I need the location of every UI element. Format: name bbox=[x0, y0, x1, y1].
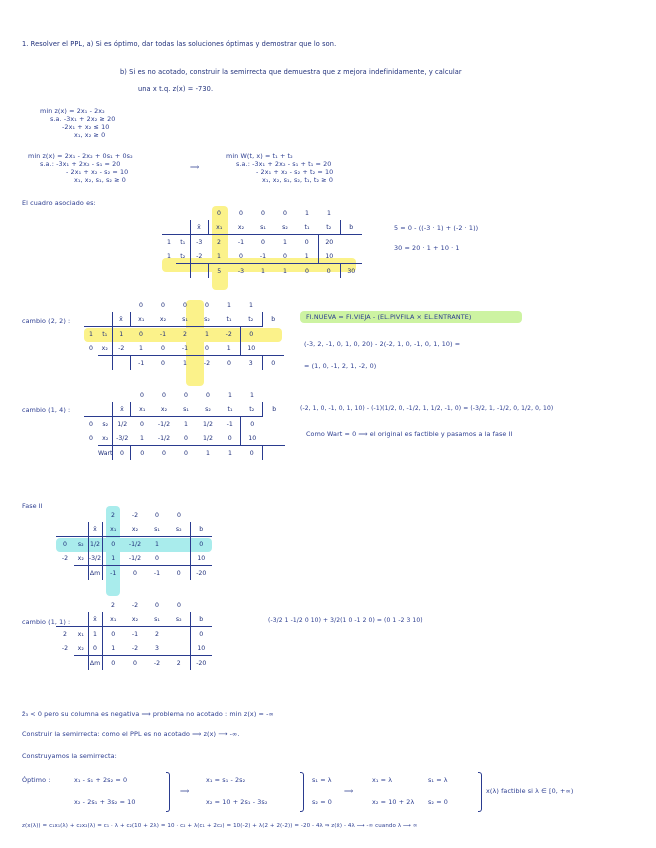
cost-t2: 1 bbox=[249, 301, 253, 309]
cost-s1: 0 bbox=[261, 209, 265, 217]
standard-constraint-2: - 2x₁ + x₂ - s₂ = 10 bbox=[66, 168, 129, 176]
row2-s2: 3 bbox=[155, 644, 159, 652]
row1-cb: 1 bbox=[162, 235, 176, 250]
tableau-2 bbox=[84, 298, 284, 370]
row2-s2: -1 bbox=[181, 344, 189, 352]
head-xbar: x̄ bbox=[190, 220, 208, 235]
x1-expression: x₁ = s₁ - 2s₂ bbox=[206, 776, 246, 784]
head-s2: s₂ bbox=[204, 315, 210, 323]
z-t1: 0 bbox=[218, 356, 240, 371]
row1-b: 20 bbox=[318, 235, 340, 250]
head-s1: s₁ bbox=[182, 315, 188, 323]
cost-s1: 0 bbox=[184, 391, 188, 399]
cost-x2: 0 bbox=[239, 209, 243, 217]
cost-b bbox=[262, 298, 284, 312]
row1-b: 0 bbox=[241, 417, 263, 432]
z-s1: 1 bbox=[252, 264, 274, 279]
head-xbar: x̄ bbox=[113, 402, 131, 417]
row2-t1: 0 bbox=[205, 344, 209, 352]
phase-conclusion: Como Wart = 0 ⟹ el original es factible y pasamos a la fase II bbox=[306, 430, 513, 438]
z-x1: 0 bbox=[102, 656, 124, 671]
head-s2: s₂ bbox=[282, 223, 288, 231]
row-update-rule: FI.NUEVA = FI.VIEJA - (EL.PIVFILA × EL.ENTRANTE) bbox=[306, 313, 472, 321]
head-xbar: x̄ bbox=[88, 522, 102, 537]
row1-s2: 1 bbox=[146, 537, 168, 552]
row1-x1: 1 bbox=[112, 327, 130, 342]
exercise-statement-line-2: b) Si es no acotado, construir la semirrecta que demuestra que z mejora indefinidamente, y calcular bbox=[120, 68, 462, 76]
row2-basis: t₂ bbox=[176, 249, 190, 264]
row2-b: 10 bbox=[325, 252, 334, 260]
implies-arrow-1: ⟹ bbox=[180, 787, 190, 795]
row2-cb: 1 bbox=[167, 252, 171, 260]
opt-eq-1: x₁ - s₁ + 2s₂ = 0 bbox=[74, 776, 128, 784]
z-t2: 0 bbox=[241, 446, 263, 461]
row1-basis: x₁ bbox=[74, 627, 88, 642]
head-b: b bbox=[199, 615, 204, 623]
row2-b: 10 bbox=[248, 434, 257, 442]
cost-s2: 0 bbox=[177, 601, 181, 609]
cost-s1: 0 bbox=[155, 511, 159, 519]
row2-t2: 0 bbox=[219, 431, 241, 446]
head-x1: x₁ bbox=[138, 315, 145, 323]
z-s1: 1 bbox=[174, 356, 196, 371]
z-t1: 0 bbox=[296, 264, 318, 279]
problem-constraint-1: s.a. -3x₁ + 2x₂ ≥ 20 bbox=[50, 115, 116, 123]
exercise-statement-line-3: una x t.q. z(x) = -730. bbox=[138, 85, 214, 93]
z-x1: 0 bbox=[131, 446, 153, 461]
row1-t2: -2 bbox=[218, 327, 240, 342]
head-x2: x₂ bbox=[159, 315, 167, 323]
row2-basis: x₂ bbox=[98, 431, 113, 446]
s2-zero-2: s₂ = 0 bbox=[428, 798, 448, 806]
fase-2-label: Fase II bbox=[22, 502, 43, 510]
head-s2: s₂ bbox=[205, 405, 211, 413]
reduced-cost-label: Δm bbox=[88, 656, 102, 671]
note-b-value: 30 = 20 · 1 + 10 · 1 bbox=[394, 244, 460, 252]
cost-s2: 0 bbox=[206, 391, 210, 399]
cuadro-label: El cuadro asociado es: bbox=[22, 199, 96, 207]
z-b: -20 bbox=[190, 566, 212, 581]
standard-nonnegativity: x₁, x₂, s₁, s₂ ≥ 0 bbox=[74, 176, 126, 184]
implies-arrow-2: ⟹ bbox=[344, 787, 354, 795]
head-s1: s₁ bbox=[154, 525, 160, 533]
head-x1: x₁ bbox=[110, 615, 117, 623]
row1-s2: 2 bbox=[174, 327, 196, 342]
head-t1: t₁ bbox=[226, 315, 232, 323]
s1-lambda: s₁ = λ bbox=[312, 776, 332, 784]
z-s2: 0 bbox=[168, 566, 190, 581]
cost-x1: 0 bbox=[140, 391, 144, 399]
row1-s2: 2 bbox=[146, 627, 168, 642]
tableau-1 bbox=[162, 206, 362, 278]
head-x2: x₂ bbox=[131, 525, 139, 533]
row1-x2: 0 bbox=[130, 327, 152, 342]
cost-b bbox=[263, 388, 285, 402]
row1-s1: -1/2 bbox=[153, 417, 175, 432]
row1-x2: 0 bbox=[102, 627, 124, 642]
cost-b bbox=[190, 508, 212, 522]
cost-x1: 0 bbox=[217, 209, 221, 217]
row2-b: 10 bbox=[247, 344, 256, 352]
head-x2: x₂ bbox=[160, 405, 168, 413]
row2-x1: -3/2 bbox=[116, 434, 129, 442]
exercise-statement-line-1: 1. Resolver el PPL, a) Si es óptimo, dar todas las soluciones óptimas y demostrar que lo son. bbox=[22, 40, 337, 48]
brace-3 bbox=[478, 772, 482, 812]
row1-basis: t₁ bbox=[98, 327, 112, 342]
row2-b: 10 bbox=[197, 554, 206, 562]
z-x1: -1 bbox=[102, 566, 124, 581]
row1-t2: 0 bbox=[296, 235, 318, 250]
head-t1: t₁ bbox=[304, 223, 310, 231]
z-xbar: 0 bbox=[113, 446, 131, 461]
x2-expression: x₂ = 10 + 2s₁ - 3s₂ bbox=[206, 798, 268, 806]
row2-cb: -2 bbox=[61, 644, 69, 652]
row1-s2: 1 bbox=[175, 417, 197, 432]
row-calc-4: (-3/2 1 -1/2 0 10) + 3/2(1 0 -1 2 0) = (0 1 -2 3 10) bbox=[268, 617, 423, 624]
z-b: 0 bbox=[262, 356, 284, 371]
cost-x1: 2 bbox=[111, 601, 115, 609]
row2-t1: 1/2 bbox=[203, 434, 213, 442]
head-s2: s₂ bbox=[168, 612, 190, 627]
row2-t1: 0 bbox=[283, 252, 287, 260]
head-s2: s₂ bbox=[168, 522, 190, 537]
row1-basis: t₁ bbox=[176, 235, 190, 250]
tableau-3 bbox=[84, 388, 285, 460]
unbounded-conclusion: z̄₃ < 0 pero su columna es negativa ⟹ problema no acotado : min z(x) = -∞ bbox=[22, 710, 274, 718]
head-x1: x₁ bbox=[110, 525, 117, 533]
note-z-value: 5 = 0 - ((-3 · 1) + (-2 · 1)) bbox=[394, 224, 479, 232]
row2-x2: 1 bbox=[139, 344, 143, 352]
row-calc-2: = (1, 0, -1, 2, 1, -2, 0) bbox=[304, 362, 377, 370]
cambio-1-4-label: cambio (1, 4) : bbox=[22, 406, 71, 414]
row1-x1: 1/2 bbox=[88, 537, 102, 552]
row2-s1: -1/2 bbox=[128, 554, 142, 562]
head-xbar: x̄ bbox=[112, 312, 130, 327]
row1-basis: s₂ bbox=[98, 417, 113, 432]
head-t2: t₂ bbox=[318, 220, 340, 235]
row2-cb: 0 bbox=[89, 434, 93, 442]
z-x2: 0 bbox=[124, 566, 146, 581]
z-s1: -1 bbox=[146, 566, 168, 581]
cambio-1-1-label: cambio (1, 1) : bbox=[22, 618, 71, 626]
artificial-constraint-1: s.a.: -3x₁ + 2x₂ - s₁ + t₁ = 20 bbox=[236, 160, 332, 168]
standard-objective: min z(x) = 2x₁ - 2x₂ + 0s₁ + 0s₂ bbox=[28, 152, 133, 160]
row1-s1: -1 bbox=[124, 627, 146, 642]
z-b: -20 bbox=[190, 656, 212, 671]
head-b: b bbox=[271, 315, 276, 323]
row2-s1: -2 bbox=[131, 644, 139, 652]
head-xbar: x̄ bbox=[88, 612, 102, 627]
z-s1: -2 bbox=[146, 656, 168, 671]
z-x1: -1 bbox=[130, 356, 152, 371]
row1-x1: 1 bbox=[88, 627, 102, 642]
problem-objective: min z(x) = 2x₁ - 2x₂ bbox=[40, 107, 105, 115]
z-t2: 0 bbox=[318, 264, 340, 279]
head-b: b bbox=[199, 525, 204, 533]
cambio-2-2-label: cambio (2, 2) : bbox=[22, 317, 71, 325]
row1-s1: -1/2 bbox=[124, 537, 146, 552]
z-x2: 0 bbox=[152, 356, 174, 371]
row1-b: 0 bbox=[190, 537, 212, 552]
z-b: 30 bbox=[340, 264, 362, 279]
cost-s1: 0 bbox=[155, 601, 159, 609]
row2-x2: 1 bbox=[140, 434, 144, 442]
row2-basis: x₂ bbox=[74, 641, 88, 656]
cost-x1: 2 bbox=[111, 511, 115, 519]
cost-t1: 1 bbox=[227, 301, 231, 309]
row1-x2: 0 bbox=[131, 417, 153, 432]
row2-t2: 1 bbox=[218, 341, 240, 356]
row1-cb: 2 bbox=[56, 627, 74, 642]
head-s1: s₁ bbox=[154, 615, 160, 623]
cost-x2: -2 bbox=[131, 511, 139, 519]
row2-x2: 1 bbox=[111, 644, 116, 652]
row1-t1: 1 bbox=[274, 235, 296, 250]
row2-x2: 1 bbox=[111, 554, 116, 562]
problem-nonnegativity: x₁, x₂ ≥ 0 bbox=[74, 131, 106, 139]
row2-s2: 0 bbox=[184, 434, 188, 442]
row1-cb: 1 bbox=[84, 327, 98, 342]
head-b: b bbox=[349, 223, 354, 231]
brace-1 bbox=[166, 772, 170, 812]
standard-constraint-1: s.a.: -3x₁ + 2x₂ - s₁ = 20 bbox=[40, 160, 121, 168]
tableau-4 bbox=[56, 598, 212, 670]
z-x1: 5 bbox=[208, 264, 230, 279]
row2-x1: 0 bbox=[88, 641, 102, 656]
cost-x2: 0 bbox=[161, 301, 165, 309]
row1-s1: -1 bbox=[230, 235, 252, 250]
row2-s2: -1 bbox=[259, 252, 267, 260]
row1-b: 0 bbox=[190, 627, 212, 642]
row2-x2: 1 bbox=[217, 252, 221, 260]
row1-b: 0 bbox=[240, 327, 262, 342]
row2-basis: x₂ bbox=[98, 341, 112, 356]
row1-s1: -1 bbox=[152, 327, 174, 342]
artificial-constraint-2: - 2x₁ + x₂ - s₂ + t₂ = 10 bbox=[256, 168, 334, 176]
cost-t2: 1 bbox=[327, 209, 331, 217]
row2-s1: -1/2 bbox=[157, 434, 171, 442]
row2-basis: x₂ bbox=[74, 551, 88, 566]
opt-eq-2: x₂ - 2s₁ + 3s₂ = 10 bbox=[74, 798, 136, 806]
head-x1: x₁ bbox=[139, 405, 146, 413]
row1-cb: 0 bbox=[56, 537, 74, 552]
cost-x1: 0 bbox=[139, 301, 143, 309]
head-s1: s₁ bbox=[183, 405, 189, 413]
row2-s1: 0 bbox=[161, 344, 165, 352]
row1-cb: 0 bbox=[84, 417, 98, 432]
brace-2 bbox=[300, 772, 304, 812]
z-x2: -3 bbox=[230, 264, 252, 279]
row2-cb: 0 bbox=[89, 344, 93, 352]
row1-s2: 0 bbox=[252, 235, 274, 250]
final-objective-derivation: z(x(λ)) = c₁x₁(λ) + c₂x₂(λ) = c₁ · λ + c₂(10 + 2λ) = 10 · c₂ + λ(c₁ + 2c₂) = 10(-2) + λ(2 + 2(-2)) = -20 - 4λ ⇒ z(x̄) - 4λ ⟶ -∞ cuando λ ⟶ ∞ bbox=[22, 823, 418, 829]
row2-t2: 1 bbox=[296, 249, 318, 264]
x1-lambda: x₁ = λ bbox=[372, 776, 393, 784]
row1-x2: 2 bbox=[208, 235, 230, 250]
z-s2: 2 bbox=[168, 656, 190, 671]
row1-t1: 1/2 bbox=[197, 417, 219, 432]
head-t2: t₂ bbox=[240, 312, 262, 327]
cost-x2: 0 bbox=[162, 391, 166, 399]
row1-x1: 1/2 bbox=[113, 417, 131, 432]
head-s1: s₁ bbox=[260, 223, 266, 231]
head-x1: x₁ bbox=[216, 223, 223, 231]
row2-x1: -2 bbox=[118, 344, 125, 352]
row2-x1: -2 bbox=[196, 252, 203, 260]
row2-s1: 0 bbox=[239, 252, 243, 260]
row2-b: 10 bbox=[197, 644, 206, 652]
cost-x2: -2 bbox=[131, 601, 139, 609]
row-calc-1: (-3, 2, -1, 0, 1, 0, 20) - 2(-2, 1, 0, -1, 0, 1, 10) = bbox=[304, 340, 461, 348]
s1-lambda-2: s₁ = λ bbox=[428, 776, 448, 784]
cost-t1: 1 bbox=[305, 209, 309, 217]
cost-s2: 0 bbox=[177, 511, 181, 519]
z-t1: 1 bbox=[219, 446, 241, 461]
artificial-objective: min W(t, x) = t₁ + t₂ bbox=[226, 152, 293, 160]
row2-x1: -3/2 bbox=[88, 551, 102, 566]
x2-lambda: x₂ = 10 + 2λ bbox=[372, 798, 415, 806]
construct-semirrecta-line: Construir la semirrecta: como el PPL es no acotado ⟹ z(x) ⟶ -∞. bbox=[22, 730, 240, 738]
tableau-fase-2 bbox=[56, 508, 212, 580]
s2-zero: s₂ = 0 bbox=[312, 798, 332, 806]
problem-constraint-2: -2x₁ + x₂ ≤ 10 bbox=[62, 123, 110, 131]
head-t2: t₂ bbox=[241, 402, 263, 417]
row2-cb: -2 bbox=[61, 554, 69, 562]
z-t2: 3 bbox=[240, 356, 262, 371]
z-s1: 0 bbox=[175, 446, 197, 461]
row1-x2: 0 bbox=[102, 537, 124, 552]
construyamos-label: Construyamos la semirrecta: bbox=[22, 752, 117, 760]
head-t1: t₁ bbox=[227, 405, 233, 413]
row1-t1: 1 bbox=[196, 327, 218, 342]
optimo-label: Óptimo : bbox=[22, 776, 51, 784]
feasibility-note: x(λ) factible si λ ∈ [0, +∞) bbox=[486, 787, 574, 795]
cost-s2: 0 bbox=[283, 209, 287, 217]
z-x2: 0 bbox=[153, 446, 175, 461]
cost-s1: 0 bbox=[183, 301, 187, 309]
cost-s2: 0 bbox=[205, 301, 209, 309]
head-b: b bbox=[272, 405, 277, 413]
row1-x1: -3 bbox=[190, 235, 208, 250]
cost-b bbox=[190, 598, 212, 612]
cost-b bbox=[340, 206, 362, 220]
z-s2: 1 bbox=[197, 446, 219, 461]
reduced-cost-label: Δm bbox=[88, 566, 102, 581]
head-x2: x₂ bbox=[131, 615, 139, 623]
z-s2: -2 bbox=[196, 356, 218, 371]
artificial-nonnegativity: x₁, x₂, s₁, s₂, t₁, t₂ ≥ 0 bbox=[262, 176, 334, 184]
row1-basis: s₂ bbox=[74, 537, 88, 552]
row-calc-3: (-2, 1, 0, -1, 0, 1, 10) - (-1)(1/2, 0, -1/2, 1, 1/2, -1, 0) = (-3/2, 1, -1/2, 0, 1/2, 0, 10) bbox=[300, 405, 554, 412]
wart-label: Wart bbox=[98, 446, 113, 461]
row2-s2: 0 bbox=[155, 554, 159, 562]
z-s2: 1 bbox=[274, 264, 296, 279]
row1-t2: -1 bbox=[219, 417, 241, 432]
implies-arrow: ⟹ bbox=[190, 163, 200, 171]
cost-t2: 1 bbox=[250, 391, 254, 399]
z-x2: 0 bbox=[124, 656, 146, 671]
cost-t1: 1 bbox=[228, 391, 232, 399]
head-x2: x₂ bbox=[237, 223, 245, 231]
